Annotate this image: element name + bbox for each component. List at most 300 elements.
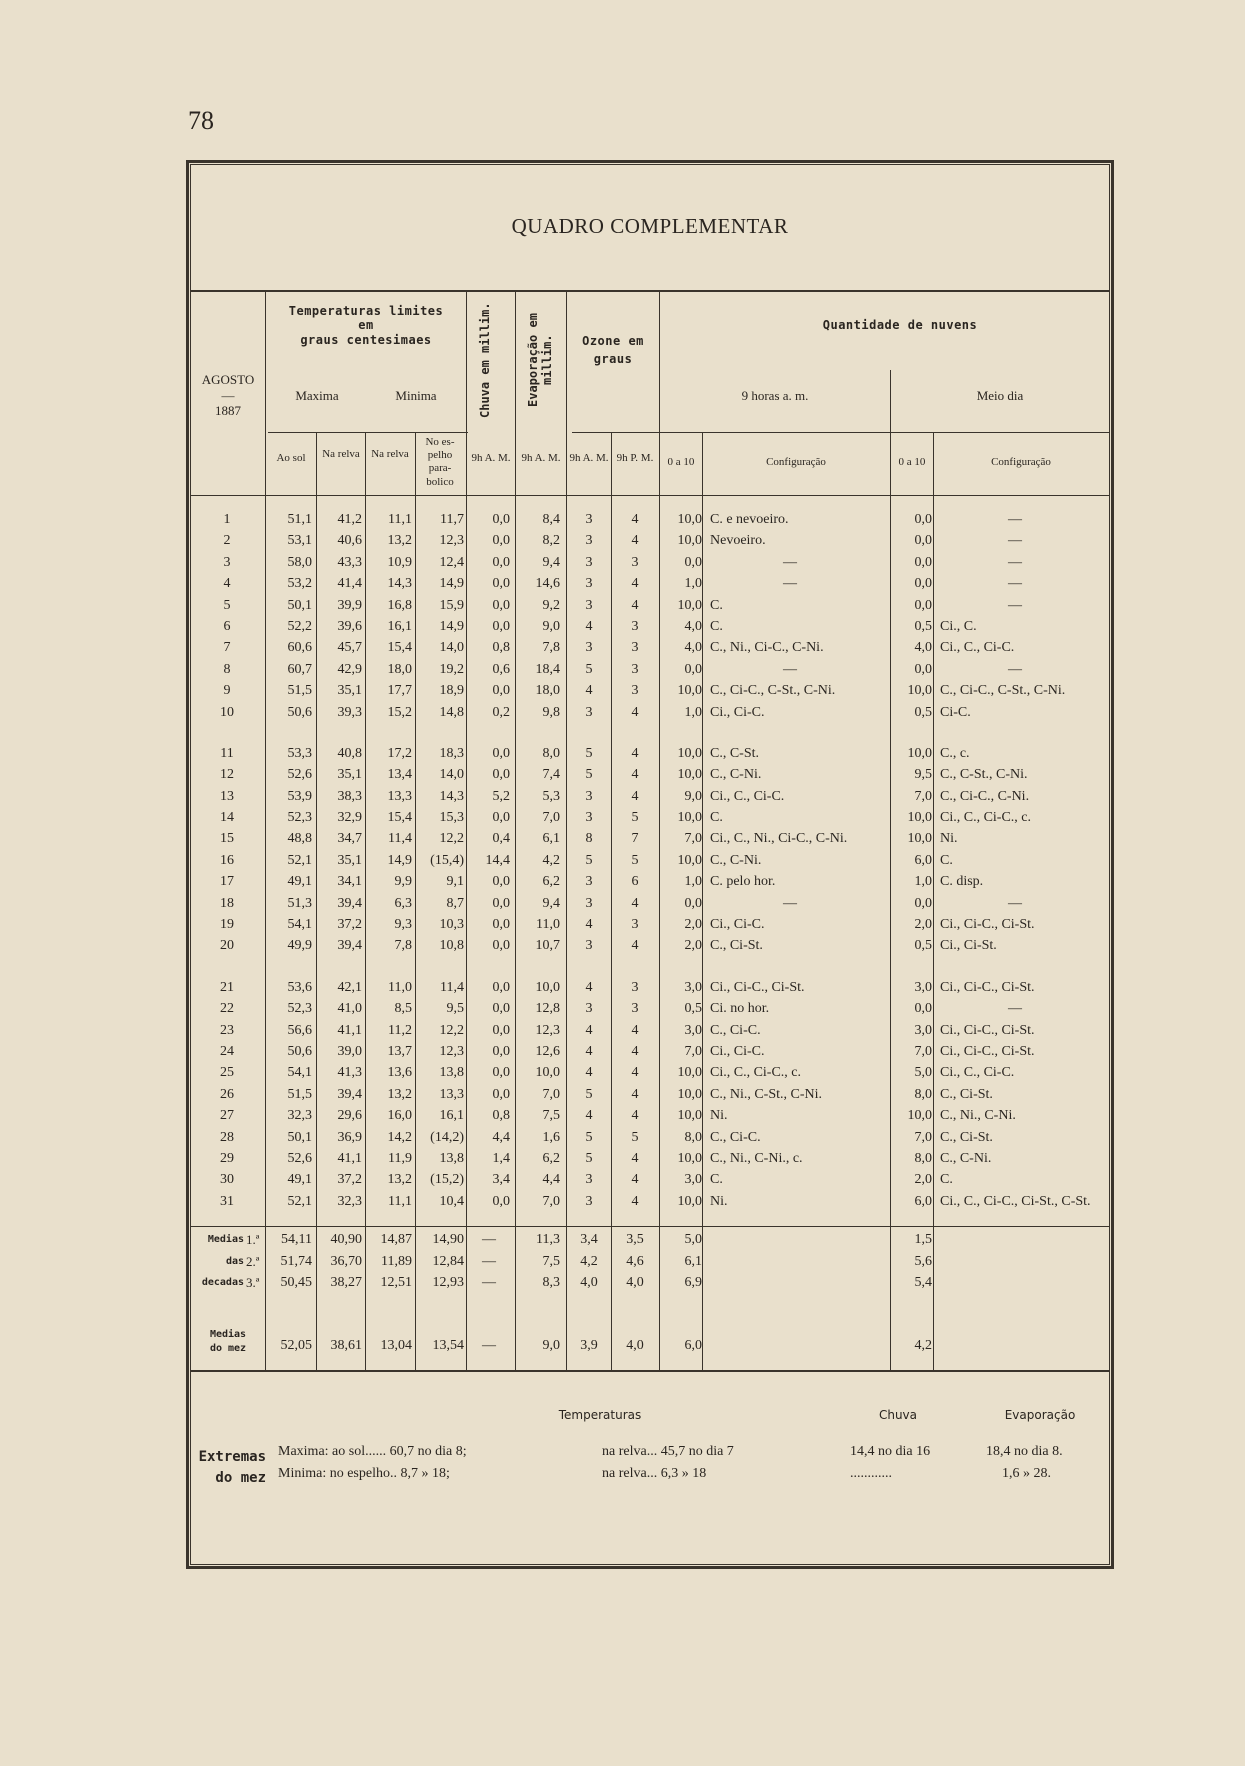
cell-nm: 10,0 — [907, 745, 932, 761]
cell-cm: Ci., C., Ci-C. — [940, 1065, 1015, 1081]
cell-eva: 18,0 — [535, 683, 560, 699]
cell-eva: 7,5 — [542, 1108, 560, 1124]
cell-op: 5 — [631, 810, 639, 826]
cell-cm: C., Ci-C., C-St., C-Ni. — [940, 683, 1066, 699]
cell-chu: 0,0 — [492, 917, 510, 933]
cell-eva: 8,0 — [542, 745, 560, 761]
cell-sol: 50,6 — [287, 704, 312, 720]
cell-nm: 7,0 — [914, 1129, 932, 1145]
header-espelho: No es-pelho para-bolico — [425, 436, 455, 488]
cell-sol: 52,3 — [287, 810, 312, 826]
table-row — [190, 1105, 1110, 1126]
header-scale-9am: 0 a 10 — [667, 456, 695, 468]
extremes-chuva-1: 14,4 no dia 16 — [850, 1444, 931, 1459]
cell-nm: 0,0 — [914, 661, 932, 677]
mean-n9: 6,9 — [684, 1275, 702, 1290]
table-row — [190, 1148, 1110, 1169]
cell-cm: C., Ci-St. — [940, 1086, 993, 1102]
cell-esp: 15,9 — [439, 597, 464, 613]
extremes-max-b: na relva... 45,7 no dia 7 — [602, 1444, 734, 1459]
cell-chu: 0,8 — [492, 640, 510, 656]
cell-rel: 42,1 — [337, 979, 362, 995]
cell-n9: 2,0 — [684, 938, 702, 954]
header-na-relva-max: Na relva — [322, 448, 360, 460]
cell-rmin: 18,0 — [387, 661, 412, 677]
cell-eva: 7,0 — [542, 810, 560, 826]
cell-rmin: 11,4 — [388, 831, 412, 847]
cell-n9: 10,0 — [677, 810, 702, 826]
cell-rel: 41,1 — [337, 1022, 362, 1038]
cell-c9: — — [783, 554, 797, 570]
cell-nm: 0,0 — [914, 1001, 932, 1017]
cell-nm: 10,0 — [907, 683, 932, 699]
cell-c9: Ci., Ci-C. — [710, 917, 765, 933]
cell-oa: 4 — [585, 1108, 593, 1124]
cell-nm: 0,0 — [914, 895, 932, 911]
header-chuva-hour: 9h A. M. — [471, 452, 511, 464]
header-temperature-group: Temperaturas limites em graus centesimaes — [288, 304, 444, 347]
table-row — [190, 573, 1110, 594]
cell-sol: 53,2 — [287, 576, 312, 592]
header-na-relva-min: Na relva — [371, 448, 409, 460]
cell-chu: 0,0 — [492, 1043, 510, 1059]
cell-chu: 5,2 — [492, 788, 510, 804]
cell-rmin: 17,2 — [387, 745, 412, 761]
cell-eva: 8,4 — [542, 512, 560, 527]
cell-eva: 4,2 — [542, 852, 560, 868]
cell-rel: 41,0 — [337, 1001, 362, 1017]
cell-chu: 0,4 — [492, 831, 510, 847]
cell-rel: 38,3 — [337, 788, 362, 804]
temp-sub-rule — [268, 432, 468, 433]
cell-op: 4 — [631, 767, 639, 783]
header-config-noon: Configuração — [991, 456, 1051, 468]
cell-op: 3 — [631, 618, 639, 634]
cell-sol: 50,1 — [287, 1129, 312, 1145]
cell-rel: 34,7 — [337, 831, 362, 847]
cell-sol: 48,8 — [287, 831, 312, 847]
cell-oa: 4 — [585, 917, 593, 933]
cell-chu: 0,0 — [492, 618, 510, 634]
header-clouds-group: Quantidade de nuvens — [822, 318, 978, 332]
cell-c9: C., Ni., C-St., C-Ni. — [710, 1086, 823, 1102]
decade-mean-label: decadas — [201, 1277, 244, 1288]
header-bottom-rule — [190, 495, 1110, 496]
cell-cm: — — [1008, 895, 1022, 911]
cell-cm: Ni. — [940, 831, 958, 847]
cell-eva: 9,8 — [542, 704, 560, 720]
cell-esp: 12,2 — [439, 831, 464, 847]
cell-d: 18 — [220, 895, 234, 911]
cell-op: 3 — [631, 979, 639, 995]
cell-chu: 0,0 — [492, 1086, 510, 1102]
cell-oa: 3 — [585, 895, 593, 911]
cell-eva: 12,3 — [535, 1022, 560, 1038]
decade-means — [190, 1229, 1110, 1294]
cell-c9: C., Ni., Ci-C., C-Ni. — [710, 640, 824, 656]
cell-op: 4 — [631, 576, 639, 592]
cell-nm: 7,0 — [914, 1043, 932, 1059]
cell-esp: 13,3 — [439, 1086, 464, 1102]
cell-op: 4 — [631, 1150, 639, 1166]
cell-rel: 39,4 — [337, 895, 362, 911]
cell-rel: 42,9 — [337, 661, 362, 677]
cell-oa: 3 — [585, 1172, 593, 1188]
cell-oa: 3 — [585, 640, 593, 656]
cell-nm: 3,0 — [914, 979, 932, 995]
header-maxima: Maxima — [295, 388, 339, 403]
cell-op: 3 — [631, 554, 639, 570]
cell-cm: Ci-C. — [940, 704, 971, 720]
extremes-label: Extremas do mez — [198, 1449, 266, 1486]
cell-sol: 51,5 — [287, 1086, 312, 1102]
cell-sol: 60,7 — [287, 661, 312, 677]
cell-nm: 7,0 — [914, 788, 932, 804]
table-row — [190, 914, 1110, 935]
cell-eva: 18,4 — [535, 661, 560, 677]
cell-d: 1 — [223, 512, 231, 527]
cell-n9: 1,0 — [684, 704, 702, 720]
cell-sol: 52,3 — [287, 1001, 312, 1017]
cell-rmin: 13,7 — [387, 1043, 412, 1059]
cell-rel: 43,3 — [337, 554, 362, 570]
cell-oa: 3 — [585, 1193, 593, 1209]
cell-nm: 0,5 — [914, 618, 932, 634]
cell-d: 20 — [220, 938, 234, 954]
cell-rmin: 8,5 — [394, 1001, 412, 1017]
cell-cm: Ci., Ci-C., Ci-St. — [940, 917, 1035, 933]
cell-cm: Ci., Ci-C., Ci-St. — [940, 1043, 1035, 1059]
cell-c9: Ci. no hor. — [710, 1001, 770, 1017]
cell-esp: 13,8 — [439, 1065, 464, 1081]
mean-oa: 4,2 — [580, 1253, 598, 1269]
cell-n9: 0,0 — [684, 895, 702, 911]
cell-esp: 16,1 — [439, 1108, 464, 1124]
cell-op: 4 — [631, 745, 639, 761]
cell-nm: 0,0 — [914, 554, 932, 570]
mean-rmin: 11,89 — [381, 1253, 412, 1269]
decade-mean-row — [190, 1272, 1110, 1294]
cell-sol: 53,9 — [287, 788, 312, 804]
decade-number: 1.ª — [246, 1232, 260, 1247]
table-row — [190, 509, 1110, 530]
cell-chu: 0,0 — [492, 533, 510, 549]
cell-cm: Ci., C., Ci-C., c. — [940, 810, 1032, 826]
cell-rel: 36,9 — [337, 1129, 362, 1145]
cell-nm: 6,0 — [914, 1193, 932, 1209]
cell-oa: 3 — [585, 704, 593, 720]
header-minima: Minima — [395, 388, 437, 403]
cell-sol: 60,6 — [287, 640, 312, 656]
cell-sol: 52,1 — [287, 852, 312, 868]
cell-eva: 6,1 — [542, 831, 560, 847]
cell-rmin: 17,7 — [387, 683, 412, 699]
mean-n9: 5,0 — [684, 1232, 702, 1247]
cell-d: 22 — [220, 1001, 234, 1017]
cell-cm: C., c. — [940, 745, 970, 761]
cell-n9: 3,0 — [684, 1022, 702, 1038]
cell-nm: 0,0 — [914, 576, 932, 592]
cell-rel: 45,7 — [337, 640, 362, 656]
cell-eva: 9,2 — [542, 597, 560, 613]
cell-rmin: 13,2 — [387, 533, 412, 549]
cell-d: 7 — [223, 640, 231, 656]
cell-rmin: 15,4 — [387, 640, 412, 656]
cell-d: 9 — [223, 683, 231, 699]
cell-d: 3 — [223, 554, 231, 570]
cell-d: 10 — [220, 704, 234, 720]
cell-d: 21 — [220, 979, 234, 995]
cell-nm: 1,0 — [914, 874, 932, 890]
cell-c9: C., Ni., C-Ni., c. — [710, 1150, 803, 1166]
cell-rmin: 16,0 — [387, 1108, 412, 1124]
table-row — [190, 786, 1110, 807]
cell-oa: 5 — [585, 1129, 593, 1145]
cell-oa: 5 — [585, 1086, 593, 1102]
cell-cm: — — [1008, 597, 1022, 613]
cell-esp: 15,3 — [439, 810, 464, 826]
table-row — [190, 659, 1110, 680]
mean-eva: 11,3 — [536, 1232, 560, 1247]
cell-sol: 54,1 — [287, 1065, 312, 1081]
cell-esp: 8,7 — [446, 895, 464, 911]
cell-cm: — — [1008, 554, 1022, 570]
cell-c9: C., Ci-C. — [710, 1129, 761, 1145]
table-row — [190, 1169, 1110, 1190]
cell-op: 3 — [631, 683, 639, 699]
mean-rmin: 12,51 — [380, 1275, 412, 1290]
cell-n9: 0,0 — [684, 554, 702, 570]
table-row — [190, 764, 1110, 785]
cell-op: 4 — [631, 512, 639, 527]
daily-rows — [190, 509, 1110, 1212]
cell-esp: 14,8 — [439, 704, 464, 720]
cell-oa: 4 — [585, 683, 593, 699]
cell-c9: C. pelo hor. — [710, 874, 776, 890]
cell-esp: 12,2 — [439, 1022, 464, 1038]
cell-c9: C. — [710, 810, 723, 826]
cell-rmin: 9,3 — [394, 917, 412, 933]
cell-sol: 56,6 — [287, 1022, 312, 1038]
cell-op: 4 — [631, 1022, 639, 1038]
cell-eva: 6,2 — [542, 1150, 560, 1166]
cell-sol: 51,5 — [287, 683, 312, 699]
cell-sol: 32,3 — [287, 1108, 312, 1124]
cell-n9: 8,0 — [684, 1129, 702, 1145]
cell-c9: Ci., Ci-C. — [710, 704, 765, 720]
cell-d: 6 — [223, 618, 231, 634]
cell-op: 5 — [631, 852, 639, 868]
cell-esp: 10,3 — [439, 917, 464, 933]
header-scale-noon: 0 a 10 — [898, 456, 926, 468]
mean-rel: 36,70 — [330, 1253, 362, 1269]
cell-esp: 13,8 — [439, 1150, 464, 1166]
header-nine-am: 9 horas a. m. — [741, 388, 809, 403]
cell-nm: 0,5 — [914, 704, 932, 720]
cell-cm: — — [1008, 512, 1022, 527]
cell-oa: 3 — [585, 533, 593, 549]
table-row — [190, 1041, 1110, 1062]
cell-chu: 14,4 — [485, 852, 510, 868]
cell-n9: 0,0 — [684, 661, 702, 677]
cell-cm: — — [1008, 1001, 1022, 1017]
cell-n9: 10,0 — [677, 1108, 702, 1124]
table-row — [190, 893, 1110, 914]
cell-d: 30 — [220, 1172, 234, 1188]
cell-c9: Ni. — [710, 1193, 728, 1209]
decade-mean-row — [190, 1229, 1110, 1251]
means-bottom-rule — [190, 1370, 1110, 1372]
month-mean-op: 4,0 — [626, 1338, 644, 1353]
cell-eva: 7,0 — [542, 1193, 560, 1209]
cell-c9: Ci., C., Ci-C., c. — [710, 1065, 802, 1081]
mean-rel: 38,27 — [330, 1275, 362, 1290]
cell-eva: 9,0 — [542, 618, 560, 634]
cell-eva: 14,6 — [535, 576, 560, 592]
cell-cm: C. — [940, 852, 953, 868]
table-row — [190, 743, 1110, 764]
cell-cm: C., C-St., C-Ni. — [940, 767, 1028, 783]
extremes-evap-2: 1,6 » 28. — [1002, 1466, 1051, 1481]
cell-d: 12 — [220, 767, 234, 783]
cell-oa: 8 — [585, 831, 593, 847]
cell-rel: 41,3 — [337, 1065, 362, 1081]
table-row — [190, 616, 1110, 637]
cell-sol: 51,3 — [287, 895, 312, 911]
cell-eva: 11,0 — [536, 917, 560, 933]
cell-c9: Ci., Ci-C., Ci-St. — [710, 979, 805, 995]
header-meio-dia: Meio dia — [976, 388, 1024, 403]
cell-nm: 0,0 — [914, 533, 932, 549]
cell-sol: 50,1 — [287, 597, 312, 613]
mean-eva: 8,3 — [542, 1275, 560, 1290]
cell-oa: 3 — [585, 938, 593, 954]
cell-sol: 49,1 — [287, 874, 312, 890]
cell-sol: 52,2 — [287, 618, 312, 634]
cell-oa: 4 — [585, 1043, 593, 1059]
cell-rmin: 16,1 — [387, 618, 412, 634]
cell-chu: 0,0 — [492, 1022, 510, 1038]
decade-mean-row — [190, 1251, 1110, 1273]
cell-oa: 5 — [585, 852, 593, 868]
cell-op: 4 — [631, 1172, 639, 1188]
cell-d: 11 — [220, 745, 234, 761]
cell-oa: 4 — [585, 979, 593, 995]
mean-nm: 5,4 — [914, 1275, 932, 1290]
cell-eva: 1,6 — [542, 1129, 560, 1145]
table-row — [190, 828, 1110, 849]
table-row — [190, 1191, 1110, 1212]
cell-oa: 3 — [585, 788, 593, 804]
cell-rel: 39,9 — [337, 597, 362, 613]
month-mean-rmin: 13,04 — [380, 1338, 412, 1353]
cell-eva: 10,0 — [535, 1065, 560, 1081]
mean-sol: 50,45 — [280, 1275, 312, 1290]
mean-esp: 12,84 — [432, 1253, 464, 1269]
cell-d: 31 — [220, 1193, 234, 1209]
cell-d: 26 — [220, 1086, 234, 1102]
cell-sol: 49,1 — [287, 1172, 312, 1188]
cell-nm: 2,0 — [914, 1172, 932, 1188]
cell-nm: 4,0 — [914, 640, 932, 656]
cell-sol: 53,1 — [287, 533, 312, 549]
mean-sol: 54,11 — [281, 1232, 312, 1247]
cell-esp: 14,9 — [439, 576, 464, 592]
cell-cm: C. — [940, 1172, 953, 1188]
cell-rmin: 15,2 — [387, 704, 412, 720]
cell-oa: 3 — [585, 576, 593, 592]
header-ozone-am: 9h A. M. — [569, 452, 609, 464]
cell-chu: 0,0 — [492, 554, 510, 570]
cell-sol: 52,1 — [287, 1193, 312, 1209]
cell-oa: 3 — [585, 1001, 593, 1017]
cell-d: 28 — [220, 1129, 234, 1145]
header-chuva: Chuva em millim. — [478, 302, 492, 418]
cell-c9: C., C-Ni. — [710, 852, 762, 868]
table-row — [190, 807, 1110, 828]
cell-op: 4 — [631, 704, 639, 720]
cell-nm: 5,0 — [914, 1065, 932, 1081]
cell-rmin: 9,9 — [394, 874, 412, 890]
cell-n9: 3,0 — [684, 979, 702, 995]
header-top-rule — [190, 290, 1110, 292]
cell-rel: 35,1 — [337, 683, 362, 699]
cell-rel: 41,1 — [337, 1150, 362, 1166]
cell-oa: 3 — [585, 597, 593, 613]
cell-oa: 5 — [585, 767, 593, 783]
cell-nm: 10,0 — [907, 1108, 932, 1124]
cell-rel: 35,1 — [337, 852, 362, 868]
cell-oa: 3 — [585, 810, 593, 826]
cell-d: 8 — [223, 661, 231, 677]
cell-chu: 0,0 — [492, 745, 510, 761]
table-row — [190, 702, 1110, 723]
header-month: AGOSTO — 1887 — [201, 372, 255, 419]
cell-oa: 4 — [585, 1022, 593, 1038]
table-row — [190, 637, 1110, 658]
cell-sol: 53,3 — [287, 745, 312, 761]
cell-c9: C. — [710, 1172, 723, 1188]
mean-op: 4,6 — [626, 1253, 644, 1269]
cell-sol: 50,6 — [287, 1043, 312, 1059]
header-evaporacao: Evaporação em millim. — [526, 313, 554, 407]
cell-rel: 39,0 — [337, 1043, 362, 1059]
cell-chu: 0,0 — [492, 512, 510, 527]
cell-rmin: 13,3 — [387, 788, 412, 804]
cell-c9: C., Ci-C., C-St., C-Ni. — [710, 683, 836, 699]
header-ao-sol: Ao sol — [276, 452, 306, 464]
mean-eva: 7,5 — [542, 1253, 560, 1269]
cell-n9: 1,0 — [684, 576, 702, 592]
extremes-max-a: Maxima: ao sol...... 60,7 no dia 8; — [278, 1444, 467, 1459]
cell-rmin: 10,9 — [387, 554, 412, 570]
cell-d: 4 — [223, 576, 231, 592]
cell-rmin: 7,8 — [394, 938, 412, 954]
cell-eva: 4,4 — [542, 1172, 560, 1188]
cell-rmin: 13,2 — [387, 1172, 412, 1188]
table-row — [190, 998, 1110, 1019]
cell-d: 29 — [220, 1150, 234, 1166]
cell-chu: 0,0 — [492, 1065, 510, 1081]
cell-d: 17 — [220, 874, 234, 890]
cell-c9: Ni. — [710, 1108, 728, 1124]
cell-esp: 10,8 — [439, 938, 464, 954]
cell-eva: 7,0 — [542, 1086, 560, 1102]
cell-rel: 39,4 — [337, 1086, 362, 1102]
cell-chu: 0,6 — [492, 661, 510, 677]
cell-op: 4 — [631, 1193, 639, 1209]
cell-esp: (14,2) — [430, 1129, 464, 1145]
